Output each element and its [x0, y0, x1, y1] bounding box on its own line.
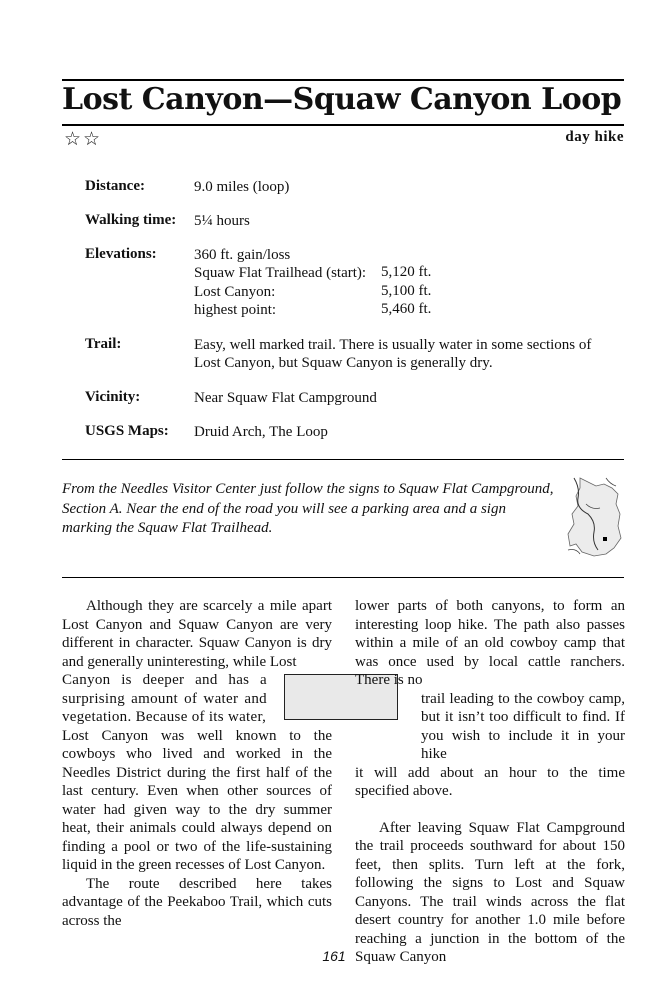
body-column-left — [62, 597, 332, 930]
elevation-line: Squaw Flat Trailhead (start): — [194, 265, 367, 281]
vicinity-label: Vicinity: — [85, 389, 141, 405]
page-number: 161 — [322, 948, 346, 964]
locator-map-icon — [566, 474, 624, 560]
top-rule — [62, 79, 624, 81]
elevation-line: 360 ft. gain/loss — [194, 247, 291, 263]
paragraph: trail leading to the cowboy camp, but it isn’t too difficult to find. If you wish to include it in your hike — [421, 690, 625, 762]
walking-time-label: Walking time: — [85, 212, 177, 228]
elevation-value: 5,100 ft. — [381, 283, 432, 299]
elevation-line: Lost Canyon: — [194, 284, 276, 300]
page-title: Lost Canyon—Squaw Canyon Loop — [62, 82, 622, 117]
trail-value: Easy, well marked trail. There is usually water in some sections of Lost Canyon, but Squaw Canyon is generally dry. — [194, 337, 592, 371]
paragraph: After leaving Squaw Flat Campground the trail proceeds southward for about 150 feet, then splits. Turn left at the fork, following the signs to Lost and Squaw Canyons. The trail winds across the flat desert country for another 1.0 mile before reaching a junction in the bottom of the Squaw Canyon — [355, 819, 625, 965]
rating-stars-icon: ☆☆ — [64, 129, 103, 150]
usgs-maps-label: USGS Maps: — [85, 423, 169, 439]
usgs-maps-value: Druid Arch, The Loop — [194, 424, 328, 440]
elevation-value: 5,120 ft. — [381, 264, 432, 280]
paragraph: Canyon is deeper and has a surprising amount of water and vegetation. Because of its water, — [62, 672, 267, 725]
body-column-right — [355, 597, 625, 967]
trail-label: Trail: — [85, 336, 122, 352]
directions-bottom-rule — [62, 577, 624, 578]
distance-label: Distance: — [85, 178, 145, 194]
elevations-label: Elevations: — [85, 246, 157, 262]
directions-top-rule — [62, 459, 624, 460]
elevation-value: 5,460 ft. — [381, 301, 432, 317]
vicinity-value: Near Squaw Flat Campground — [194, 390, 377, 406]
title-underline-rule — [62, 124, 624, 126]
paragraph: The route described here takes advantage of the Peekaboo Trail, which cuts across the — [62, 875, 332, 929]
paragraph: Although they are scarcely a mile apart Lost Canyon and Squaw Canyon are very different in character. Squaw Canyon is dry and generally uninteresting, while Lost — [62, 598, 332, 670]
paragraph: Lost Canyon was well known to the cowboys who lived and worked in the Needles District during the first half of the last century. Even when other sources of water had given way to the dry summer heat, their animals could always depend on finding a pool or two of the life-sustaining liquid in the green recesses of Lost Canyon. — [62, 727, 332, 873]
hike-type-label: day hike — [565, 129, 624, 145]
distance-value: 9.0 miles (loop) — [194, 179, 290, 195]
walking-time-value: 5¼ hours — [194, 213, 250, 229]
elevation-line: highest point: — [194, 302, 277, 318]
directions-text: From the Needles Visitor Center just follow the signs to Squaw Flat Campground, Section A. Near the end of the road you will see a parking area and a sign marking the Squaw Flat Trailhead. — [62, 481, 554, 536]
paragraph: lower parts of both canyons, to form an interesting loop hike. The path also passes within a mile of an old cowboy camp that was once used by local cattle ranchers. There is no — [355, 598, 625, 688]
paragraph: it will add about an hour to the time specified above. — [355, 764, 625, 799]
